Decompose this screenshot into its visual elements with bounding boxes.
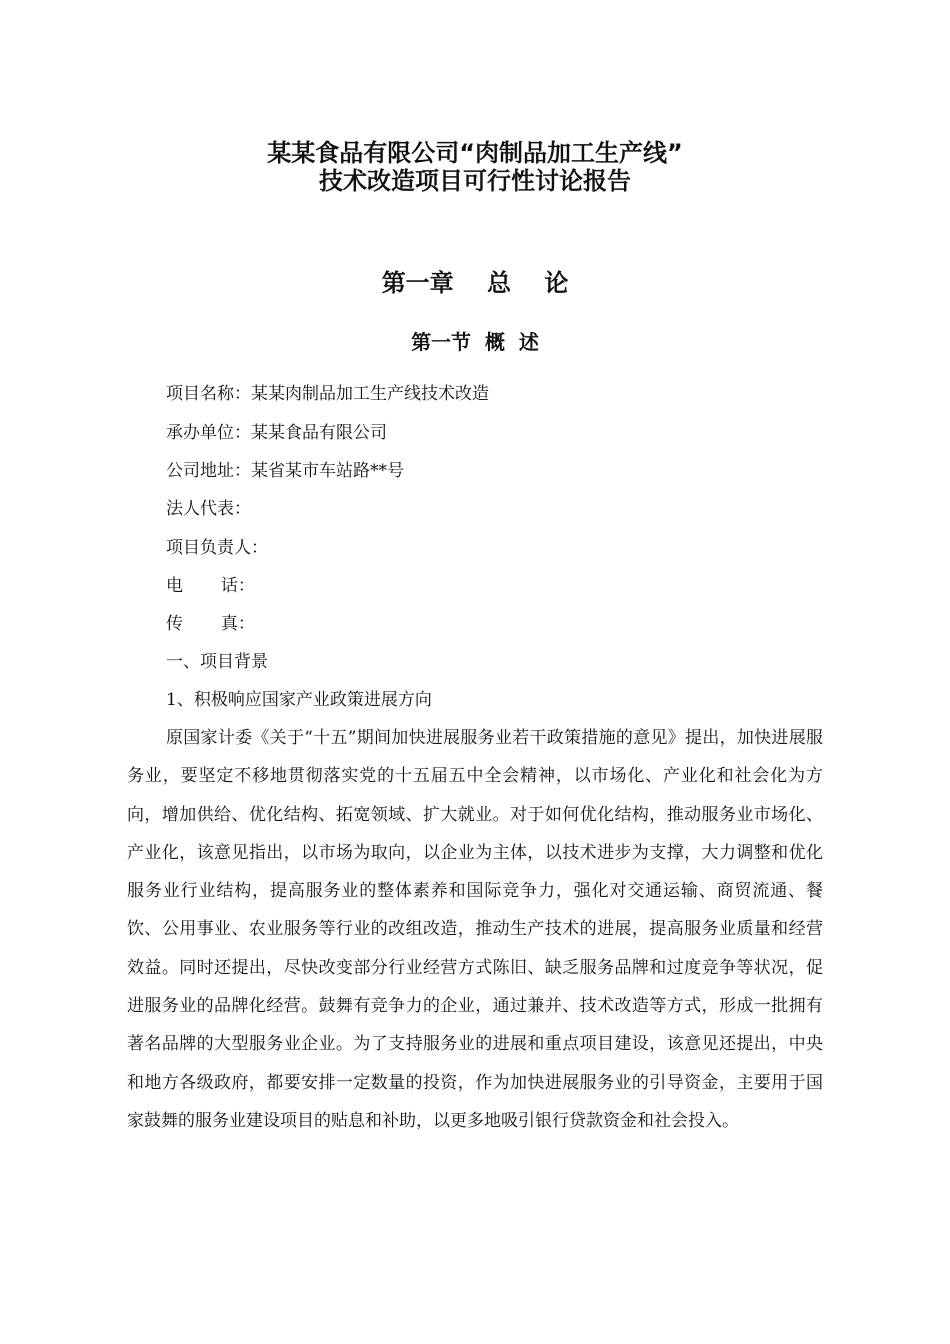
field-fax: 传 真： [166,614,255,634]
document-title-line-2: 技术改造项目可行性讨论报告 [319,167,631,195]
chapter-heading: 第一章 总 论 [381,269,569,297]
field-company-address: 公司地址：某省某市车站路**号 [166,461,404,481]
body-paragraph: 原国家计委《关于“十五”期间加快进展服务业若干政策措施的意见》提出，加快进展服务业，要坚定不移地贯彻落实党的十五届五中全会精神，以市场化、产业化和社会化为方向，增加供给、优化结构、拓宽领域、扩大就业。对于如何优化结构，推动服务业市场化、产业化，该意见指出，以市场为取向，以企业为主体，以技术进步为支撑，大力调整和优化服务业行业结构，提高服务业的整体素养和国际竞争力，强化对交通运输、商贸流通、餐饮、公用事业、农业服务等行业的改组改造，推动生产技术的进展，提高服务业质量和经营效益。同时还提出，尽快改变部分行业经营方式陈旧、缺乏服务品牌和过度竞争等状况，促进服务业的品牌化经营。鼓舞有竞争力的企业，通过兼并、技术改造等方式，形成一批拥有著名品牌的大型服务业企业。为了支持服务业的进展和重点项目建设，该意见还提出，中央和地方各级政府，都要安排一定数量的投资，作为加快进展服务业的引导资金，主要用于国家鼓舞的服务业建设项目的贴息和补助，以更多地吸引银行贷款资金和社会投入。 [127,728,823,1131]
heading-project-background: 一、项目背景 [166,652,268,672]
heading-policy-direction: 1、积极响应国家产业政策进展方向 [166,690,432,710]
section-heading: 第一节 概 述 [411,330,539,354]
field-telephone: 电 话： [166,576,255,596]
field-legal-representative: 法人代表： [166,499,251,519]
field-project-leader: 项目负责人： [166,538,268,558]
document-title-line-1: 某某食品有限公司“肉制品加工生产线” [267,139,683,167]
field-organizer: 承办单位：某某食品有限公司 [166,423,387,443]
field-project-name: 项目名称：某某肉制品加工生产线技术改造 [166,384,489,404]
